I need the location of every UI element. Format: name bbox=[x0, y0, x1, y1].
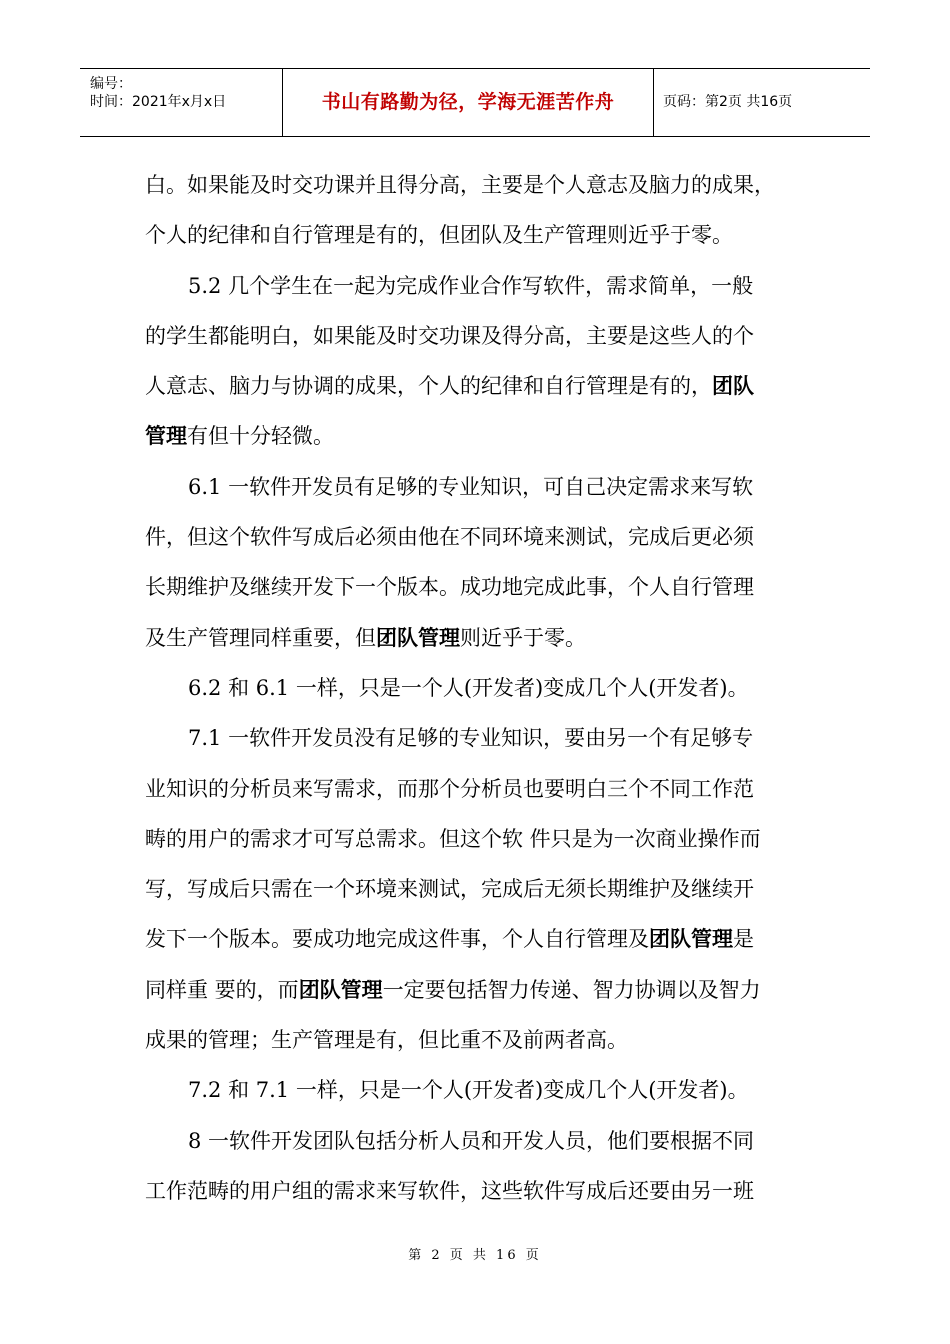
text-line bbox=[145, 411, 805, 461]
bold-term: 管理 bbox=[145, 424, 187, 449]
paragraph-7-1: 7.1 一软件开发员没有足够的专业知识，要由另一个有足够专 bbox=[188, 726, 754, 751]
paragraph-8: 8 一软件开发团队包括分析人员和开发人员，他们要根据不同 bbox=[188, 1128, 755, 1153]
text-run: 同样重 要的，而 bbox=[145, 977, 299, 1002]
paragraph-6-1: 6.1 一软件开发员有足够的专业知识，可自己决定需求来写软 bbox=[188, 474, 754, 499]
text-line bbox=[145, 361, 805, 411]
text-line bbox=[145, 613, 805, 663]
document-date-label: 时间：2021年x月x日 bbox=[90, 94, 227, 110]
bold-term: 团队管理 bbox=[376, 625, 460, 650]
text-run: 及生产管理同样重要，但 bbox=[145, 625, 376, 650]
text-line: 工作范畴的用户组的需求来写软件，这些软件写成后还要由另一班 bbox=[145, 1178, 754, 1203]
text-line: 个人的纪律和自行管理是有的，但团队及生产管理则近乎于零。 bbox=[145, 223, 733, 248]
paragraph-6-2: 6.2 和 6.1 一样，只是一个人(开发者)变成几个人(开发者)。 bbox=[188, 675, 749, 700]
bold-term: 团队 bbox=[712, 374, 754, 399]
header-motto: 书山有路勤为径，学海无涯苦作舟 bbox=[283, 69, 654, 136]
text-run: 发下一个版本。要成功地完成这件事，个人自行管理及 bbox=[145, 927, 649, 952]
bold-term: 团队管理 bbox=[298, 977, 383, 1002]
text-line: 畴的用户的需求才可写总需求。但这个软 件只是为一次商业操作而 bbox=[145, 826, 761, 851]
header-meta-cell bbox=[80, 69, 283, 136]
text-line: 写，写成后只需在一个环境来测试，完成后无须长期维护及继续开 bbox=[145, 877, 754, 902]
text-line: 件，但这个软件写成后必须由他在不同环境来测试，完成后更必须 bbox=[145, 525, 754, 550]
text-run: 一定要包括智力传递、智力协调以及智力 bbox=[382, 977, 761, 1002]
paragraph-7-2: 7.2 和 7.1 一样，只是一个人(开发者)变成几个人(开发者)。 bbox=[188, 1078, 749, 1103]
header-page-info: 页码：第2页 共16页 bbox=[663, 94, 793, 110]
text-line bbox=[145, 914, 805, 964]
paragraph-5-2: 5.2 几个学生在一起为完成作业合作写软件，需求简单，一般 bbox=[188, 273, 754, 298]
text-run: 则近乎于零。 bbox=[460, 625, 586, 650]
text-run: 人意志、脑力与协调的成果，个人的纪律和自行管理是有的， bbox=[145, 374, 712, 399]
text-run: 有但十分轻微。 bbox=[187, 424, 334, 449]
page-header bbox=[80, 68, 870, 137]
text-line: 的学生都能明白，如果能及时交功课及得分高，主要是这些人的个 bbox=[145, 323, 754, 348]
page-footer: 第 2 页 共 16 页 bbox=[408, 1248, 542, 1263]
text-line: 业知识的分析员来写需求，而那个分析员也要明白三个不同工作范 bbox=[145, 776, 754, 801]
text-line: 成果的管理；生产管理是有，但比重不及前两者高。 bbox=[145, 1028, 628, 1053]
document-body bbox=[145, 160, 805, 1216]
bold-term: 团队管理 bbox=[649, 927, 733, 952]
text-line: 白。如果能及时交功课并且得分高，主要是个人意志及脑力的成果， bbox=[145, 173, 775, 197]
document-code-label: 编号： bbox=[90, 76, 132, 92]
text-run: 是 bbox=[733, 927, 754, 952]
text-line bbox=[145, 965, 805, 1015]
text-line: 长期维护及继续开发下一个版本。成功地完成此事，个人自行管理 bbox=[145, 575, 754, 600]
